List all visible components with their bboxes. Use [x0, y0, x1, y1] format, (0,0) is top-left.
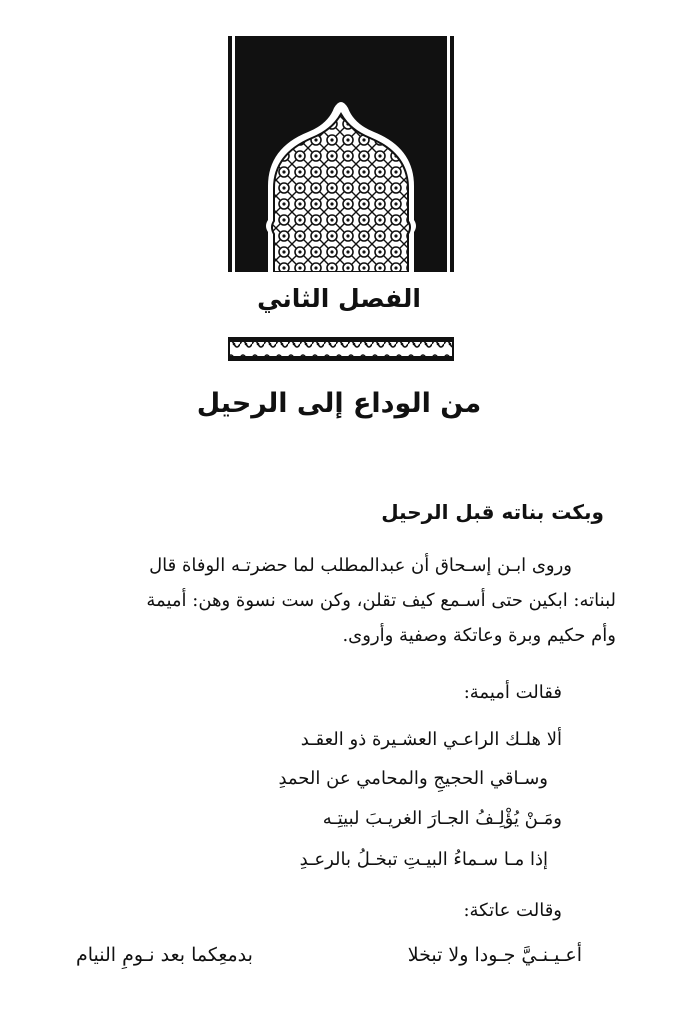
verse-line: ألا هلـك الراعـي العشـيرة ذو العقـد	[300, 729, 562, 750]
chapter-title: من الوداع إلى الرحيل	[196, 388, 482, 419]
intro-paragraph	[60, 548, 616, 653]
paragraph-line: لبناته: ابكين حتى أسـمع كيف تقلن، وكن ست نسوة وهن: أميمة	[146, 590, 616, 611]
paragraph-line: وروى ابـن إسـحاق أن عبدالمطلب لما حضرتـه الوفاة قال	[149, 555, 572, 576]
chapter-label: الفصل الثاني	[257, 284, 421, 313]
section-heading: وبكت بناته قبل الرحيل	[381, 500, 604, 524]
speaker-label: فقالت أميمة:	[463, 682, 562, 703]
verse-line: ومَـنْ يُؤْلِـفُ الجـارَ الغريـبَ لبيتِـه	[322, 808, 562, 829]
verse-line: إذا مـا سـماءُ البيـتِ تبخـلُ بالرعـدِ	[299, 849, 548, 870]
verse-line: وسـاقي الحجيجِ والمحامي عن الحمدِ	[278, 768, 548, 789]
paragraph-line: وأم حكيم وبرة وعاتكة وصفية وأروى.	[342, 625, 616, 646]
decorative-border-icon	[228, 337, 454, 361]
arch-ornament-icon	[228, 36, 454, 272]
couplet-first-half: أعـيـنـيَّ جـودا ولا تبخلا	[407, 944, 582, 966]
poem-couplet	[76, 944, 582, 966]
speaker-label: وقالت عاتكة:	[463, 900, 562, 921]
couplet-second-half: بدمعِكما بعد نـومِ النيام	[76, 944, 253, 966]
